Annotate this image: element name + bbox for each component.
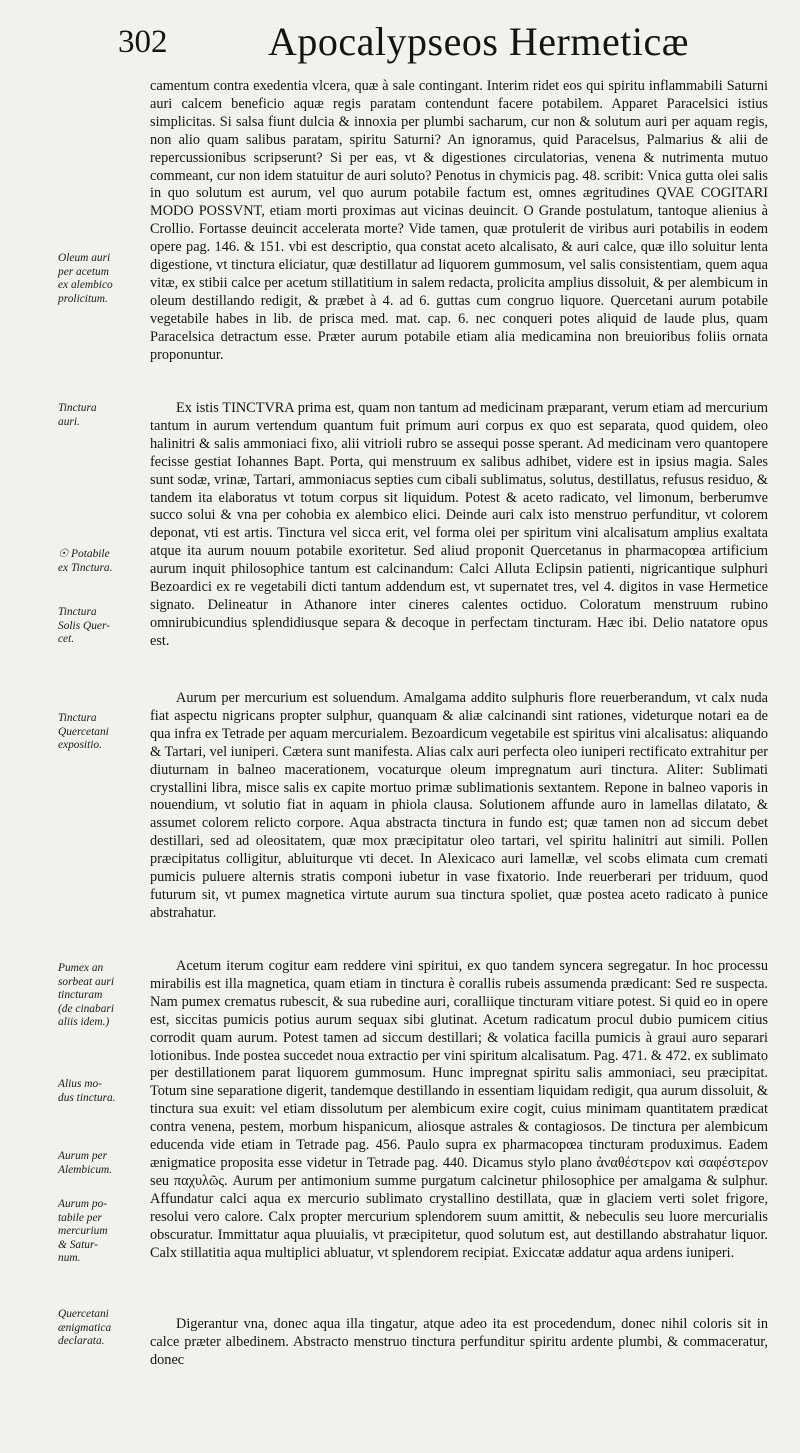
margin-line: Alius mo- <box>58 1078 102 1090</box>
margin-line: Quercetani <box>58 1308 109 1320</box>
margin-line: Aurum per <box>58 1150 108 1162</box>
margin-note-tinctura-auri <box>58 402 146 429</box>
margin-note-quercetani-aenigmatica <box>58 1308 146 1349</box>
running-title: Apocalypseos Hermeticæ <box>268 19 689 64</box>
margin-line: Oleum auri <box>58 252 111 264</box>
margin-line: mercurium <box>58 1225 108 1238</box>
margin-line: auri. <box>58 415 80 428</box>
margin-line: declarata. <box>58 1335 105 1348</box>
margin-line: dus tinctura. <box>58 1091 116 1104</box>
paragraph: Aurum per mercurium est soluendum. Amalgama addito sulphuris flore reuerberandum, vt calx nuda fiat aspectu nigricans propter sulphur, quanquam & aliæ calcinandi sint rationes, videturque notari ea de qua infra ex Tetrade per aquam mercurialem. Bezoardicum vegetabile est spiritus vini alcalisatus: aliquando & Tartari, vel iuniperi. Cætera sunt manifesta. Alias calx auri perfecta oleo iuniperi rectificato extrahitur per diuturnam in balneo macerationem, vocaturque oleum impregnatum auri tinctura. Aliter: Sublimati crystallini libra, misce salis ex capite mortuo primæ sublimationis sextantem. Repone in balneo vaporis in nouendium, vt solutio fiat in aquam in phiola clausa. Solutionem affunde auro in lamellas dilatato, & assumet colorem relicto corpore. Aqua abstracta tinctura in fundo est; quæ tamen non ad siccum debet destillari, sed ad oleositatem, quæ mox præcipitatur oleo tartari, vel spiritu halinitri aut simili. Pollen præcipitatus colligitur, abluiturque vti decet. In Alexicaco auri lamellæ, vel scobs elimata cum cremati pumicis puluere alternis stratis componi iubetur in vase fixatorio. Inde reuerberari per triduum, quod futurum sit, vt pumex magnetica virtute aurum sua tinctura spoliet, quæ postea aceto radicato à punice abstrahatur. <box>150 690 768 921</box>
margin-note-pumex <box>58 962 146 1030</box>
margin-note-aurum-potabile <box>58 1198 146 1266</box>
margin-line: ænigmatica <box>58 1321 112 1334</box>
margin-line: Tinctura <box>58 606 97 618</box>
margin-line: tabile per <box>58 1211 102 1224</box>
margin-line: (de cinabari <box>58 1002 114 1015</box>
margin-line: Tinctura <box>58 402 97 414</box>
margin-line: sorbeat auri <box>58 975 115 988</box>
margin-line: Aurum po- <box>58 1198 108 1210</box>
margin-line: ex Tinctura. <box>58 561 113 574</box>
margin-line: per acetum <box>58 265 109 278</box>
margin-line: Alembicum. <box>58 1163 113 1176</box>
margin-line: ☉ Potabile <box>58 548 110 560</box>
page-number: 302 <box>118 24 168 60</box>
margin-note-alius-modus <box>58 1078 146 1105</box>
paragraph: Digerantur vna, donec aqua illa tingatur, atque adeo ita est procedendum, donec nihil coloris sit in calce præter albedinem. Abstracto menstruo tinctura perfunditur spiritu ardente plumbi, & commaceratur, donec <box>150 1316 768 1368</box>
margin-note-potabile <box>58 548 146 575</box>
margin-line: num. <box>58 1252 81 1265</box>
margin-line: Solis Quer- <box>58 619 110 632</box>
margin-note-oleum-auri <box>58 252 146 306</box>
margin-note-tinctura-solis <box>58 606 146 647</box>
margin-line: & Satur- <box>58 1238 98 1251</box>
margin-line: Tinctura <box>58 712 97 724</box>
margin-line: prolicitum. <box>58 292 108 305</box>
margin-line: Quercetani <box>58 725 109 738</box>
margin-note-aurum-alembicum <box>58 1150 146 1177</box>
margin-line: tincturam <box>58 989 103 1002</box>
page-header <box>118 18 760 68</box>
paragraph: camentum contra exedentia vlcera, quæ à sale contingant. Interim ridet eos qui spiritu inflammabili Saturni auri calcem beneficio aquæ regis paratam contendunt facere potabilem. Apparet Paracelsici istius simplicitas. Si salsa fiunt dulcia & innoxia per plumbi sacharum, cur non & solutum auri per aquam regis, non alio quam salibus paratam, spiritu Saturni? An ignoramus, quid Paracelsus, Palmarius & alii de repercussionibus scripserunt? Si per eas, vt & digestiones circulatorias, venena & nutrimenta mutuo commeant, cur non idem statuitur de auri soluto? Penotus in chymicis pag. 48. scribit: Vnica gutta olei salis in quo solutum est aurum, vel quo aurum potabile factum est, omnes ægritudines QVAE COGITARI MODO POSSVNT, etiam morti proximas aut vicinas deuincit. O Grande postulatum, tantoque alienius à Crollio. Fortasse deuincit accelerata morte? Vide tamen, quæ protulerit de viribus auri potabilis in eodem opere pag. 146. & 151. vbi est descriptio, qua constat aceto alcalisato, & auri calce, quæ illo soluitur lenta digestione, vt tinctura eliciatur, quæ destillatur ad liquorem gummosum, vel salis consistentiam, quem aqua vitæ, ex stibii calce per acetum stillatitium in salem redacta, prolicita amplius dissoluit, & per alembicum in oleum destillando redigit, & præbet à 4. ad 6. guttas cum congruo liquore. Quercetani aurum potabile vegetabile habes in lib. de prisca med. mat. cap. 6. nec conqueri potes aliquid de laude plus, quam Paracelsica detractum esse. Præter aurum potabile etiam alia medicamina non breuioribus foliis ornata proponuntur. <box>150 78 768 363</box>
margin-line: cet. <box>58 633 75 646</box>
margin-note-tinctura-quercetani <box>58 712 146 753</box>
paragraph: Ex istis TINCTVRA prima est, quam non tantum ad medicinam præparant, verum etiam ad mercurium tantum in aurum vertendum quantum fuit primum auri corpus ex quo est separata, quod quidem, oleo halinitri & salis ammoniaci fixo, alii vitrioli rubro se assequi posse sperant. Ad medicinam vero quantopere fecisse gestiat Iohannes Bapt. Porta, qui menstruum ex salibus adhibet, videre est in ipsius magia. Sales sunt sodæ, vrinæ, Tartari, ammoniacus septies cum cibali sublimatus, solutus, destillatus, refusus residuo, & tandem ita elaboratus vt totum corpus sit liquidum. Potest & aceto radicato, vel limonum, berberumve succo solui & vna per cohobia ex alembico elici. Deinde auri calx isto menstruo perfunditur, vt colorem deponat, vti est artis. Tinctura vel sicca erit, vel forma olei per spiritum vini alcalisatum amplius exaltata atque ita aurum nouum potabile exoritetur. Sed aliud proponit Quercetanus in pharmacopœa artificium aurum inquit philosophice tantum est calcinandum: Calci Alluta Eclipsin patienti, nigricantique sulphuri Bezoardici ex re vegetabili dicti tantum addendum est, vt supernatet tres, vel 4. digitos in vase Hermetice signato. Delineatur in Athanore inter cineres calentes octiduo. Coloratum menstruum rubino omnirubicundius splendidiusque separa & decoque in perfectam tincturam. Hæc ibi. Delio natatore opus est. <box>150 400 768 649</box>
paragraph: Acetum iterum cogitur eam reddere vini spiritui, ex quo tandem syncera segregatur. In hoc processu mirabilis est illa magnetica, quam etiam in tinctura è corallis rubeis assumenda prædicant: Sed re suspecta. Nam pumex crematus rubescit, & sua rubedine auri, coralliique tincturam vitiare potest. Si quid eo in opere est, siccitas pumicis potius aurum sequax sibi glutinat. Acetum radicatum procul dubio pumicem citius corrodit quam aurum. Potest tamen ad siccum destillari; & volatica facilla pumicis à graui auro separari lotionibus. Inde postea succedet noua extractio per vini spiritum alcalisatum. Pag. 471. & 472. ex sublimato per destillationem parat liquorem gummosum. Hunc impregnat spiritu salis ammoniaci, seu præcipitat. Totum sine separatione digerit, tandemque destillando in essentiam liquidam redigit, qua aurum dissoluit, & tinctura sua exuit: vel etiam dissolutum per alembicum exire cogit, cuius minimam quantitatem prædicat contra venena, pestem, morbum hispanicum, aliosque astrales & contagiosos. De tinctura per alembicum educenda vide etiam in Tetrade pag. 456. Paulo supra ex pharmacopœa tincturam produximus. Eadem ænigmatice proposita esse videtur in Tetrade pag. 440. Dicamus stylo plano ἀναθέστερον καὶ σαφέστερον seu παχυλῶς. Aurum per antimonium summe purgatum calcinetur philosophice per amalgama & sulphur. Affundatur calci aqua ex mercurio sublimato crystallino destillata, quæ in glaciem verti solet frigore, resolui vero calore. Calx propter mercurium splendorem suum amittit, & nebeculis seu luore mercurialis obscuratur. Immittatur aqua pluuialis, vt præcipitetur, quod solutum est, aut destillando abstrahatur liquor. Calx stillatitia aqua multiplici abluatur, vt splendorem recipiat. Exiccatæ addatur aqua ardens iuniperi. <box>150 958 768 1261</box>
margin-line: aliis idem.) <box>58 1016 110 1029</box>
margin-line: Pumex an <box>58 962 104 974</box>
margin-line: expositio. <box>58 739 102 752</box>
margin-line: ex alembico <box>58 279 113 292</box>
